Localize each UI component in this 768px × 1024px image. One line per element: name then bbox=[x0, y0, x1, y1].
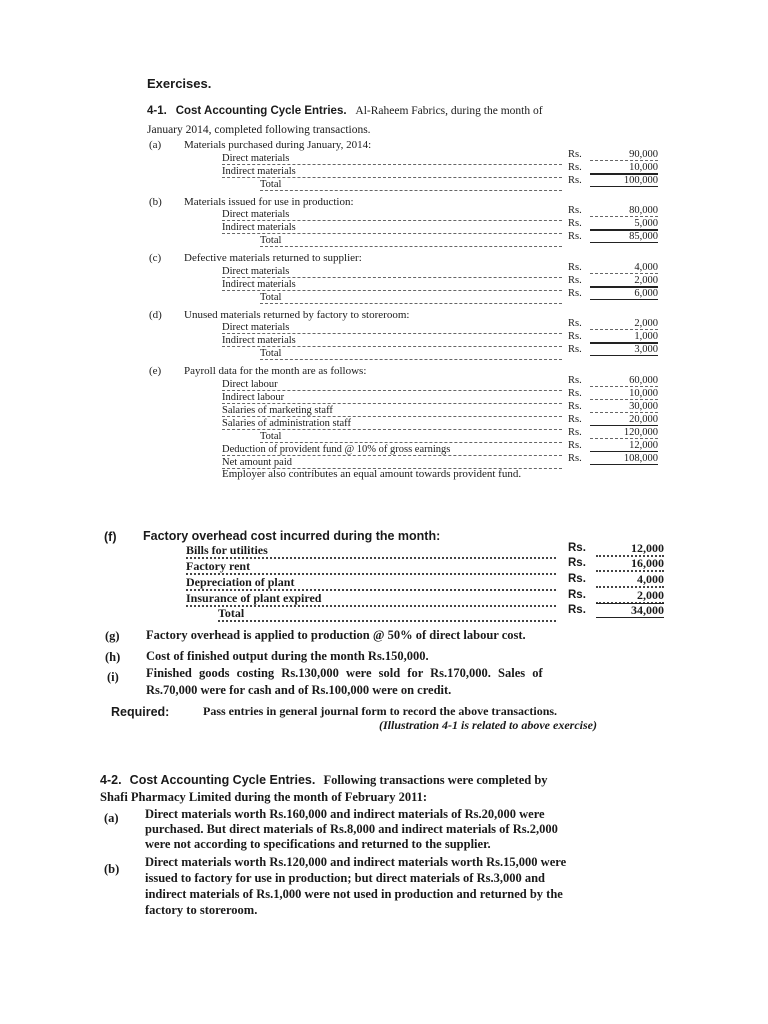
item-letter: (g) bbox=[105, 629, 120, 643]
exercise-number: 4-1. bbox=[147, 105, 167, 117]
item-letter: (d) bbox=[149, 309, 162, 321]
total-label: Total bbox=[260, 179, 562, 191]
item-letter: (a) bbox=[149, 139, 162, 151]
item-a-line: were not according to specifications and returned to the supplier. bbox=[145, 837, 491, 851]
line-label: Salaries of administration staff bbox=[222, 418, 562, 430]
rs-label: Rs. bbox=[568, 604, 586, 616]
exercise-intro-line2: January 2014, completed following transactions. bbox=[147, 124, 371, 136]
line-label: Salaries of marketing staff bbox=[222, 405, 562, 417]
rs-label: Rs. bbox=[568, 262, 582, 273]
item-b-line: factory to storeroom. bbox=[145, 903, 258, 917]
rs-label: Rs. bbox=[568, 414, 582, 425]
item-letter: (b) bbox=[149, 196, 162, 208]
line-amount: 2,000 bbox=[590, 318, 658, 330]
rs-label: Rs. bbox=[568, 401, 582, 412]
item-a-line: purchased. But direct materials of Rs.8,000 and indirect materials of Rs.2,000 bbox=[145, 822, 558, 836]
rs-label: Rs. bbox=[568, 275, 582, 286]
total-label: Total bbox=[260, 235, 562, 247]
total-label: Total bbox=[260, 292, 562, 304]
exercise-4-1-intro bbox=[147, 105, 543, 117]
item-i-line1: Finished goods costing Rs.130,000 were sold for Rs.170,000. Sales of bbox=[146, 666, 543, 680]
rs-label: Rs. bbox=[568, 375, 582, 386]
line-amount: 80,000 bbox=[590, 205, 658, 217]
total-amount: 3,000 bbox=[590, 343, 658, 356]
item-letter: (b) bbox=[104, 862, 120, 876]
rs-label: Rs. bbox=[568, 205, 582, 216]
rs-label: Rs. bbox=[568, 440, 582, 451]
item-a-line: Direct materials worth Rs.160,000 and indirect materials of Rs.20,000 were bbox=[145, 807, 545, 821]
rs-label: Rs. bbox=[568, 557, 586, 569]
rs-label: Rs. bbox=[568, 388, 582, 399]
item-letter: (c) bbox=[149, 252, 162, 264]
item-b-line: issued to factory for use in production; but direct materials of Rs.3,000 and bbox=[145, 871, 545, 885]
line-amount: 5,000 bbox=[590, 218, 658, 230]
exercise-number: 4-2. bbox=[100, 773, 122, 787]
line-label: Depreciation of plant bbox=[186, 576, 556, 591]
rs-label: Rs. bbox=[568, 344, 582, 355]
rs-label: Rs. bbox=[568, 149, 582, 160]
total-amount: 100,000 bbox=[590, 174, 658, 187]
line-label: Direct materials bbox=[222, 322, 562, 334]
line-amount: 16,000 bbox=[596, 557, 664, 572]
item-letter: (f) bbox=[104, 530, 117, 544]
line-amount: 10,000 bbox=[590, 388, 658, 400]
line-amount: 1,000 bbox=[590, 331, 658, 343]
line-label: Factory rent bbox=[186, 560, 556, 575]
deduction-amount: 12,000 bbox=[590, 440, 658, 452]
exercise-intro-text: Following transactions were completed by bbox=[323, 773, 548, 787]
required-text: Pass entries in general journal form to record the above transactions. bbox=[203, 704, 558, 718]
exercise-title: Cost Accounting Cycle Entries. bbox=[175, 105, 347, 117]
total-label: Total bbox=[260, 431, 562, 443]
total-amount: 120,000 bbox=[590, 427, 658, 439]
line-amount: 20,000 bbox=[590, 414, 658, 426]
line-label: Indirect materials bbox=[222, 222, 562, 234]
item-b-line: indirect materials of Rs.1,000 were not used in production and returned by the bbox=[145, 887, 563, 901]
item-h-text: Cost of finished output during the month Rs.150,000. bbox=[146, 649, 429, 663]
rs-label: Rs. bbox=[568, 542, 586, 554]
total-label: Total bbox=[218, 607, 556, 622]
line-amount: 90,000 bbox=[590, 149, 658, 161]
rs-label: Rs. bbox=[568, 162, 582, 173]
item-heading: Defective materials returned to supplier: bbox=[184, 252, 362, 264]
net-amount: 108,000 bbox=[590, 453, 658, 465]
deduction-label: Deduction of provident fund @ 10% of gross earnings bbox=[222, 444, 562, 456]
total-amount: 85,000 bbox=[590, 230, 658, 243]
item-letter: (a) bbox=[104, 811, 119, 825]
line-amount: 4,000 bbox=[590, 262, 658, 274]
exercise-title: Cost Accounting Cycle Entries. bbox=[129, 773, 316, 787]
rs-label: Rs. bbox=[568, 331, 582, 342]
item-heading: Materials purchased during January, 2014: bbox=[184, 139, 372, 151]
line-label: Insurance of plant expired bbox=[186, 592, 556, 607]
line-label: Indirect materials bbox=[222, 335, 562, 347]
line-label: Indirect labour bbox=[222, 392, 562, 404]
item-heading: Factory overhead cost incurred during the month: bbox=[143, 529, 441, 543]
total-amount: 6,000 bbox=[590, 287, 658, 300]
net-label: Net amount paid bbox=[222, 457, 562, 469]
item-letter: (h) bbox=[105, 650, 121, 664]
rs-label: Rs. bbox=[568, 318, 582, 329]
illustration-note: (Illustration 4-1 is related to above exercise) bbox=[379, 718, 597, 732]
exercise-intro-line2: Shafi Pharmacy Limited during the month of February 2011: bbox=[100, 790, 428, 804]
line-label: Direct materials bbox=[222, 153, 562, 165]
line-amount: 10,000 bbox=[590, 162, 658, 174]
provident-fund-note: Employer also contributes an equal amount towards provident fund. bbox=[222, 468, 522, 480]
line-amount: 4,000 bbox=[596, 573, 664, 588]
item-b-line: Direct materials worth Rs.120,000 and indirect materials worth Rs.15,000 were bbox=[145, 855, 567, 869]
exercises-heading: Exercises. bbox=[147, 76, 212, 91]
line-label: Indirect materials bbox=[222, 279, 562, 291]
total-amount: 34,000 bbox=[596, 603, 664, 618]
line-label: Direct labour bbox=[222, 379, 562, 391]
item-heading: Payroll data for the month are as follows: bbox=[184, 365, 367, 377]
item-letter: (e) bbox=[149, 365, 162, 377]
item-heading: Materials issued for use in production: bbox=[184, 196, 354, 208]
rs-label: Rs. bbox=[568, 573, 586, 585]
rs-label: Rs. bbox=[568, 453, 582, 464]
line-amount: 60,000 bbox=[590, 375, 658, 387]
rs-label: Rs. bbox=[568, 427, 582, 438]
line-label: Direct materials bbox=[222, 209, 562, 221]
exercise-intro-text: Al-Raheem Fabrics, during the month of bbox=[355, 105, 543, 117]
rs-label: Rs. bbox=[568, 589, 586, 601]
line-label: Indirect materials bbox=[222, 166, 562, 178]
item-heading: Unused materials returned by factory to storeroom: bbox=[184, 309, 410, 321]
required-label: Required: bbox=[111, 705, 170, 719]
exercise-4-2-intro bbox=[100, 773, 548, 788]
line-amount: 2,000 bbox=[596, 589, 664, 604]
rs-label: Rs. bbox=[568, 231, 582, 242]
rs-label: Rs. bbox=[568, 175, 582, 186]
rs-label: Rs. bbox=[568, 218, 582, 229]
total-label: Total bbox=[260, 348, 562, 360]
line-amount: 12,000 bbox=[596, 542, 664, 557]
item-g-text: Factory overhead is applied to production @ 50% of direct labour cost. bbox=[146, 628, 526, 642]
line-amount: 2,000 bbox=[590, 275, 658, 287]
item-i-line2: Rs.70,000 were for cash and of Rs.100,000 were on credit. bbox=[146, 683, 452, 697]
line-label: Direct materials bbox=[222, 266, 562, 278]
line-label: Bills for utilities bbox=[186, 544, 556, 559]
item-letter: (i) bbox=[107, 670, 119, 684]
line-amount: 30,000 bbox=[590, 401, 658, 413]
rs-label: Rs. bbox=[568, 288, 582, 299]
